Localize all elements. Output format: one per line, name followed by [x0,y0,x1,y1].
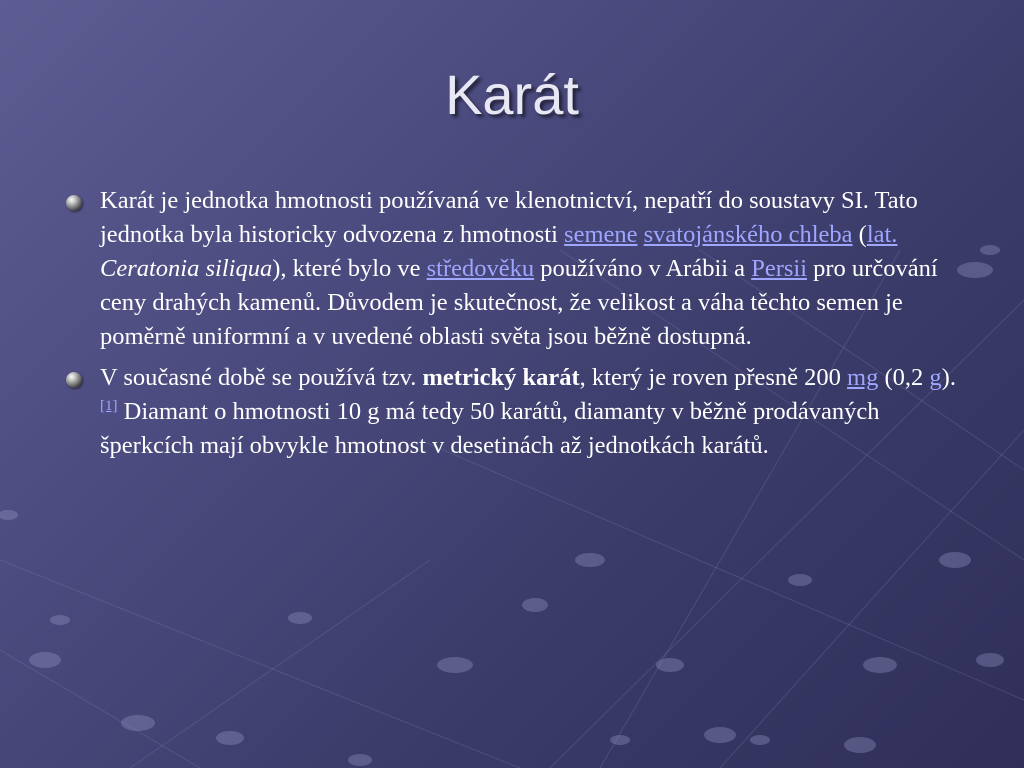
text-segment: ). [941,364,956,391]
link-footnote-1[interactable]: [1] [100,397,118,414]
link-persii[interactable]: Persii [751,255,807,282]
footnote-ref [100,398,118,414]
text-segment: ( [852,221,867,248]
slide-content [66,184,966,470]
link-mg[interactable]: mg [847,364,879,391]
text-segment: pro určování ceny drahých kamenů. Důvodem je skutečnost, že velikost a váha těchto semen je poměrně uniformní a v uvedené oblasti světa jsou běžně dostupná. [100,255,938,350]
bullet-icon [66,372,82,388]
text-segment: ), které bylo ve [272,255,427,282]
text-segment: Diamant o hmotnosti 10 g má tedy 50 karátů, diamanty v běžně prodávaných šperkcích mají obvykle hmotnost v desetinách až jednotkách karátů. [100,398,880,459]
link-svatojanskeho-chleba[interactable]: svatojánského chleba [643,221,853,248]
link-stredoveku[interactable]: středověku [426,255,535,282]
text-segment: Karát je jednotka hmotnosti používaná ve klenotnictví, nepatří do soustavy SI. Tato jednotka byla historicky odvozena z hmotnosti [100,187,918,248]
bullet-text [100,184,966,354]
latin-name: Ceratonia siliqua [100,255,273,282]
text-segment: (0,2 [878,364,930,391]
bold-term: metrický karát [422,364,580,391]
bullet-item [66,361,966,463]
bullet-item [66,184,966,354]
bullet-text [100,361,966,463]
link-semene[interactable]: semene [564,221,638,248]
text-segment: , který je roven přesně 200 [579,364,848,391]
link-lat[interactable]: lat. [866,221,898,248]
text-segment: V současné době se používá tzv. [100,364,423,391]
bullet-icon [66,195,82,211]
link-g[interactable]: g [929,364,942,391]
slide-title: Karát [445,63,579,126]
text-segment: používáno v Arábii a [534,255,752,282]
